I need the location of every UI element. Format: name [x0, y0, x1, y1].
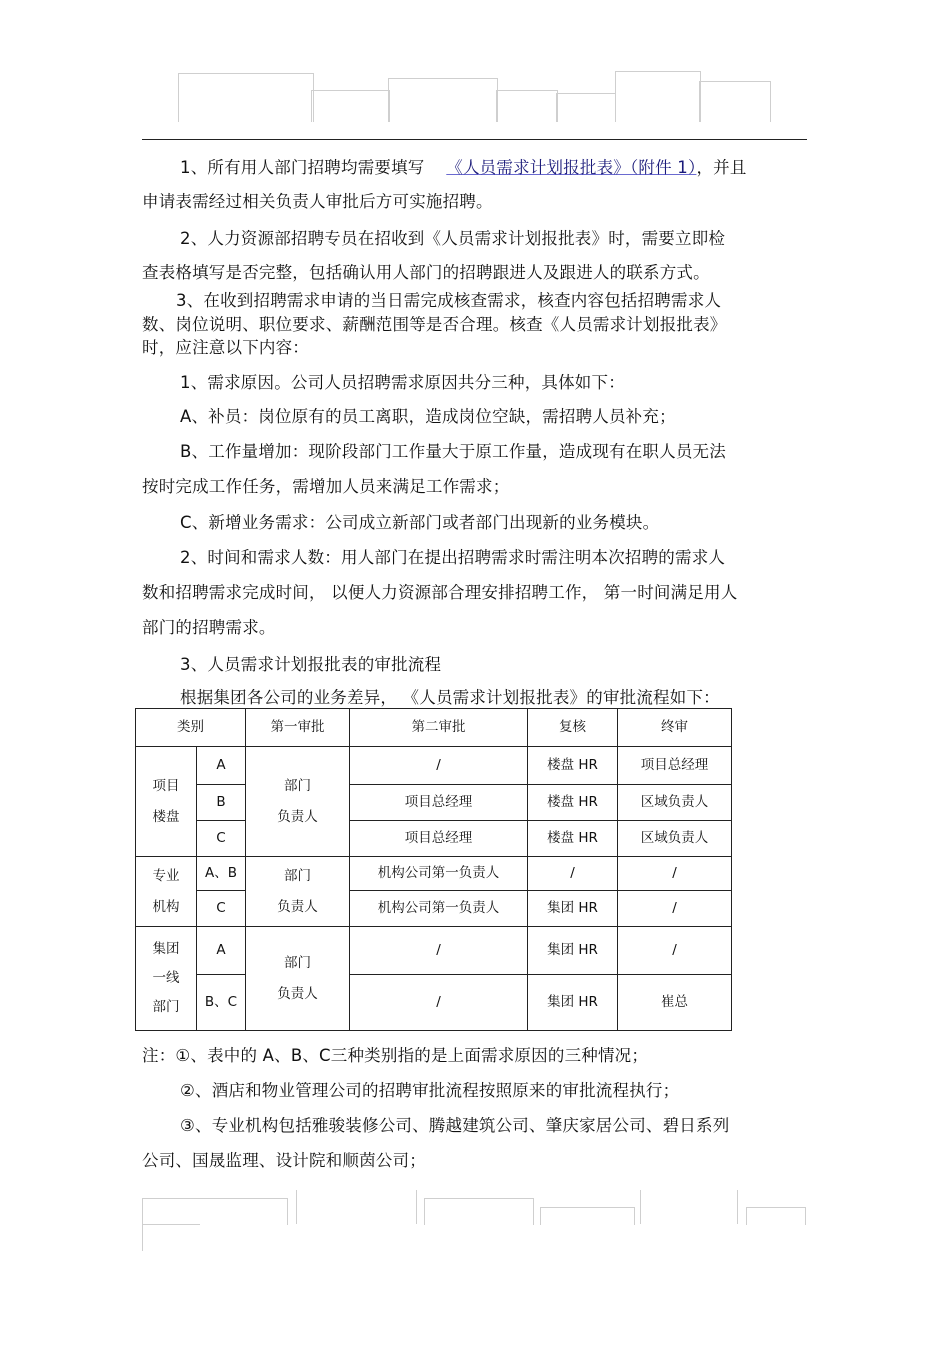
- row-second: 项目总经理: [350, 821, 528, 857]
- reason-b-line-2: 按时完成工作任务，需增加人员来满足工作需求；: [142, 477, 510, 496]
- note-3-line-1: ③、专业机构包括雅骏装修公司、腾越建筑公司、肇庆家居公司、碧日系列: [180, 1116, 730, 1135]
- row-final: /: [618, 927, 732, 975]
- approval-flow-table: [135, 708, 732, 1031]
- row-second: 机构公司第一负责人: [350, 857, 528, 891]
- paragraph-3-line-3: 时，应注意以下内容：: [142, 338, 309, 357]
- dept-head-cell: 部门 负责人: [246, 747, 350, 857]
- row-type: A: [197, 927, 246, 975]
- table-row: [136, 747, 732, 785]
- reason-b-line-1: B、工作量增加：现阶段部门工作量大于原工作量，造成现有在职人员无法: [180, 442, 726, 461]
- row-type: C: [197, 821, 246, 857]
- row-final: 崔总: [618, 975, 732, 1031]
- row-review: 集团 HR: [528, 891, 618, 927]
- row-review: 楼盘 HR: [528, 747, 618, 785]
- table-row: [136, 891, 732, 927]
- header-category: 类别: [136, 709, 246, 747]
- row-final: /: [618, 891, 732, 927]
- table-row: [136, 857, 732, 891]
- row-type: A: [197, 747, 246, 785]
- row-second: /: [350, 975, 528, 1031]
- paragraph-1-line-1: 1、所有用人部门招聘均需要填写 《人员需求计划报批表》（附件 1），并且: [180, 158, 747, 177]
- row-type: C: [197, 891, 246, 927]
- row-second: 项目总经理: [350, 785, 528, 821]
- paragraph-2-line-1: 2、人力资源部招聘专员在招收到《人员需求计划报批表》时，需要立即检: [180, 229, 726, 248]
- row-review: 集团 HR: [528, 975, 618, 1031]
- table-row: [136, 975, 732, 1031]
- group-professional-agency: 专业 机构: [136, 857, 197, 927]
- header-first-approval: 第一审批: [246, 709, 350, 747]
- group-project-estate: 项目 楼盘: [136, 747, 197, 857]
- row-final: 区域负责人: [618, 785, 732, 821]
- row-final: 区域负责人: [618, 821, 732, 857]
- group-frontline-dept: 集团 一线 部门: [136, 927, 197, 1031]
- dept-head-cell: 部门 负责人: [246, 927, 350, 1031]
- header-second-approval: 第二审批: [350, 709, 528, 747]
- header-rule: [142, 139, 807, 140]
- row-type: B: [197, 785, 246, 821]
- header-review: 复核: [528, 709, 618, 747]
- section-1-heading: 1、需求原因。公司人员招聘需求原因共分三种，具体如下：: [180, 373, 625, 392]
- row-final: /: [618, 857, 732, 891]
- row-second: 机构公司第一负责人: [350, 891, 528, 927]
- table-row: [136, 821, 732, 857]
- section-3-intro: 根据集团各公司的业务差异， 《人员需求计划报批表》的审批流程如下：: [180, 688, 720, 707]
- paragraph-3-line-2: 数、岗位说明、职位要求、薪酬范围等是否合理。核查《人员需求计划报批表》: [142, 315, 727, 334]
- section-2-line-3: 部门的招聘需求。: [142, 618, 276, 637]
- paragraph-3-line-1: 3、在收到招聘需求申请的当日需完成核查需求，核查内容包括招聘需求人: [176, 291, 722, 310]
- header-final: 终审: [618, 709, 732, 747]
- section-2-line-1: 2、时间和需求人数：用人部门在提出招聘需求时需注明本次招聘的需求人: [180, 548, 726, 567]
- table-row: [136, 927, 732, 975]
- attachment-link[interactable]: 《人员需求计划报批表》（附件 1）: [446, 158, 697, 177]
- note-3-line-2: 公司、国晟监理、设计院和顺茵公司；: [142, 1151, 426, 1170]
- paragraph-2-line-2: 查表格填写是否完整，包括确认用人部门的招聘跟进人及跟进人的联系方式。: [142, 263, 710, 282]
- row-type: B、C: [197, 975, 246, 1031]
- row-type: A、B: [197, 857, 246, 891]
- reason-c: C、新增业务需求：公司成立新部门或者部门出现新的业务模块。: [180, 513, 660, 532]
- row-second: /: [350, 747, 528, 785]
- reason-a: A、补员：岗位原有的员工离职，造成岗位空缺，需招聘人员补充；: [180, 407, 676, 426]
- table-row: [136, 785, 732, 821]
- row-review: 集团 HR: [528, 927, 618, 975]
- row-review: 楼盘 HR: [528, 785, 618, 821]
- section-3-heading: 3、人员需求计划报批表的审批流程: [180, 655, 442, 674]
- row-second: /: [350, 927, 528, 975]
- note-2: ②、酒店和物业管理公司的招聘审批流程按照原来的审批流程执行；: [180, 1081, 680, 1100]
- dept-head-cell: 部门 负责人: [246, 857, 350, 927]
- row-final: 项目总经理: [618, 747, 732, 785]
- note-1: 注：①、表中的 A、B、C三种类别指的是上面需求原因的三种情况；: [142, 1046, 649, 1065]
- row-review: /: [528, 857, 618, 891]
- paragraph-1-line-2: 申请表需经过相关负责人审批后方可实施招聘。: [142, 192, 493, 211]
- table-header-row: [136, 709, 732, 747]
- row-review: 楼盘 HR: [528, 821, 618, 857]
- section-2-line-2: 数和招聘需求完成时间， 以便人力资源部合理安排招聘工作， 第一时间满足用人: [142, 583, 738, 602]
